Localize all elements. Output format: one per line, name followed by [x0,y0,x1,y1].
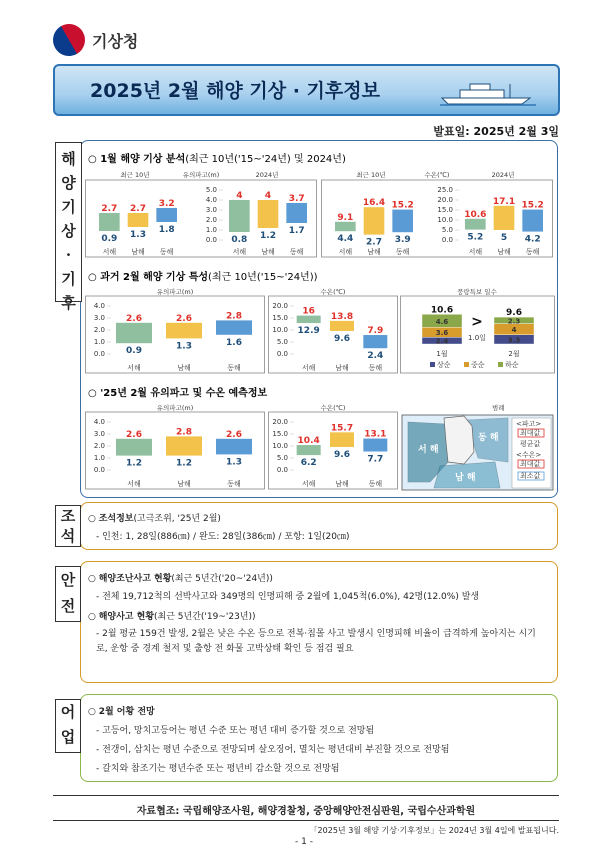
ship-icon [440,80,536,106]
chart-title: 유의파고(m) [156,288,194,296]
x-tick-label: 서해 [301,480,316,488]
section-1-sub: (최근 10년('15~'24년) 및 2024년) [185,154,346,165]
value-label: 10.4 [297,436,320,447]
bar [297,445,321,455]
bullet: ○ [88,388,97,399]
x-tick-label: 동해 [289,248,304,256]
legend-wave-max: 최대값 [520,429,541,437]
x-tick-label: 동해 [368,480,383,488]
x-tick-label: 1월 [436,350,448,358]
x-tick-label: 남해 [177,480,191,488]
y-tick-label: 5.0 [205,186,217,194]
value-label: 3.7 [288,194,305,204]
value-label: 16.4 [362,198,386,209]
x-tick-label: 동해 [159,248,174,256]
diff-label: 1.0일 [468,334,486,342]
x-tick-label: 남해 [335,364,349,372]
safety-title-2: 해양사고 현황 [98,612,155,622]
x-tick-label: 남해 [497,248,511,256]
side-char: 조 [60,507,76,525]
y-tick-label: 1.0 [93,454,105,462]
low-label: 1.2 [176,458,192,469]
tide-heading: ○ 조석정보(고극조위, '25년 2월) [88,514,221,524]
group-label: 2024년 [491,171,515,179]
fishery-heading: ○ 2월 어황 전망 [88,707,155,717]
chart-title: 유의파고(m) [156,404,194,412]
legend-swatch [430,362,435,367]
y-tick-label: 2.0 [205,216,217,224]
side-char: 기 [61,270,76,288]
y-tick-label: 20.0 [437,196,453,204]
tide-sub: (고극조위, '25년 2월) [133,514,221,524]
safety-line-2: - 2월 평균 159건 발생, 2월은 낮은 수온 등으로 전복·침몰 사고 발생시 인명피해 비율이 급격하게 높아지는 시기로, 운항 중 경계 철저 및 출항 전 화물 고박상태 확인 등 점검 필요 [96,629,536,654]
map-east-label: 동 해 [478,433,499,443]
bar [116,439,152,456]
bar [363,335,387,348]
chart-feb-wave [85,286,265,374]
x-tick-label: 서해 [127,364,141,372]
bar [99,213,120,231]
bar [156,208,177,222]
bar [297,316,321,323]
tide-line: - 인천: 1, 28일(886㎝) / 완도: 28일(386㎝) / 포항: 1일(20㎝) [96,532,350,542]
side-char: 석 [60,527,76,545]
safety-line-1: - 전체 19,712척의 선박사고와 349명의 인명피해 중 2월에 1,045척(6.0%), 42명(12.0%) 발생 [96,592,480,602]
legend-label: 하순 [505,361,519,369]
low-label: 1.2 [126,458,142,469]
x-tick-label: 서해 [468,248,483,256]
chart-storm-days [400,286,555,374]
x-tick-label: 서해 [102,248,117,256]
value-label: 9.1 [337,212,354,223]
y-tick-label: 25.0 [437,186,453,194]
bar [216,439,252,455]
side-char: 후 [61,294,76,312]
y-tick-label: 2.0 [93,326,105,334]
segment-label: 3.3 [507,336,521,345]
bar [258,200,279,228]
safety-title-1: 해양조난사고 현황 [98,574,172,584]
low-label: 4.4 [337,234,354,245]
bar [166,323,202,339]
safety-heading-2: ○ 해양사고 현황(최근 5년간('19~'23년)) [88,612,256,622]
low-label: 12.9 [297,326,320,337]
low-label: 1.6 [226,337,242,348]
x-tick-label: 2월 [508,350,520,358]
value-label: 2.6 [126,429,142,440]
section-1-heading: 1월 해양 기상 분석 [100,154,186,165]
x-tick-label: 남해 [335,480,349,488]
group-label: 최근 10년 [120,171,150,179]
bullet: ○ [88,154,97,165]
data-credit: 자료협조: 국립해양조사원, 해양경찰청, 중앙해양안전심판원, 국립수산과학원 [136,806,476,817]
x-tick-label: 서해 [232,248,247,256]
section-1-title [88,150,346,165]
low-label: 9.6 [334,449,350,460]
y-tick-label: 0.0 [93,350,105,358]
chart-jan-wave [85,168,317,258]
page-number: - 1 - [295,837,313,847]
y-tick-label: 4.0 [93,302,105,310]
segment-label: 4.6 [435,317,449,326]
value-label: 16 [302,306,315,317]
bar [116,323,152,343]
y-tick-label: 10.0 [272,326,288,334]
value-label: 17.1 [492,196,516,207]
chart-jan-temp [321,168,553,258]
value-label: 2.7 [130,204,146,214]
low-label: 2.4 [367,351,384,362]
value-label: 3.2 [158,199,175,209]
safety-sub-2: (최근 5년간('19~'23년)) [154,612,256,622]
section-2-heading: 과거 2월 해양 기상 특성 [100,272,209,283]
map-title: 범례 [492,404,505,412]
legend-label: 상순 [437,361,451,369]
title-banner [53,64,560,116]
low-label: 7.7 [367,454,384,465]
side-char: 기 [61,198,76,216]
low-label: 1.3 [226,457,242,468]
bar [286,203,307,223]
low-label: 1.3 [130,230,146,240]
section-3-heading: '25년 2월 유의파고 및 수온 예측정보 [100,388,268,399]
publish-date: 발표일: 2025년 2월 3일 [433,125,559,138]
legend-wave-title: <파고> [516,420,542,428]
bar [229,200,250,232]
low-label: 0.9 [101,234,118,244]
side-char: 어 [60,703,76,721]
legend-swatch [498,362,503,367]
next-release-note: 「2025년 3월 해양 기상·기후정보」는 2024년 3월 4일에 발표됩니다. [309,826,559,835]
segment-label: 3.6 [435,329,449,338]
page-title: 2025년 2월 해양 기상 · 기후정보 [90,80,380,102]
value-label: 2.6 [176,313,192,324]
chart-forecast-wave [85,402,265,492]
group-label: 최근 10년 [356,171,386,179]
bar [335,222,356,231]
legend-wave-min: 평균값 [520,440,541,448]
bar [494,206,515,230]
x-tick-label: 서해 [338,248,353,256]
value-label: 2.6 [226,429,242,440]
side-label-fishery [55,699,81,753]
section-3-title [88,384,267,399]
y-tick-label: 1.0 [93,338,105,346]
value-label: 15.7 [330,423,354,434]
safety-heading-1: ○ 해양조난사고 현황(최근 5년간('20~'24년)) [88,574,273,584]
side-char: 전 [60,597,76,615]
group-label: 2024년 [255,171,279,179]
y-tick-label: 1.0 [205,226,217,234]
fishery-title: 2월 어황 전망 [98,707,155,717]
value-label: 4 [236,191,243,201]
low-label: 3.9 [394,235,411,246]
y-tick-label: 15.0 [272,430,288,438]
x-tick-label: 서해 [301,364,316,372]
section-2-sub: (최근 10년('15~'24년)) [208,272,318,283]
compare-sign: > [471,314,483,330]
low-label: 9.6 [334,333,350,344]
low-label: 5 [500,233,508,243]
fishery-line-2: - 전갱이, 삼치는 평년 수준으로 전망되며 살오징어, 멸치는 평년대비 부진할 것으로 전망됨 [96,745,450,755]
map-west-label: 서 해 [418,445,439,455]
y-tick-label: 5.0 [441,226,453,234]
chart-title: 수온(℃) [320,288,346,296]
legend-temp-title: <수온> [516,451,542,459]
bar [216,320,252,334]
segment-label: 2.4 [435,337,449,346]
value-label: 4 [264,191,272,201]
y-tick-label: 3.0 [93,430,105,438]
value-label: 2.6 [126,313,142,324]
total-label: 10.6 [430,305,454,316]
side-char: 안 [60,571,76,589]
segment-label: 4 [511,326,517,335]
y-tick-label: 0.0 [93,466,105,474]
footer-divider [53,795,559,796]
low-label: 6.2 [300,458,317,469]
low-label: 5.2 [467,232,484,243]
bar [522,210,543,232]
legend-temp-max: 최대값 [520,460,541,468]
y-tick-label: 10.0 [272,442,288,450]
value-label: 13.8 [330,311,354,322]
y-tick-label: 4.0 [93,418,105,426]
chart-title: 풍랑특보 일수 [457,288,497,296]
y-tick-label: 0.0 [276,350,288,358]
fishery-line-3: - 갈치와 참조기는 평년수준 또는 평년비 감소할 것으로 전망됨 [96,764,340,774]
x-tick-label: 동해 [368,364,383,372]
y-tick-label: 5.0 [276,338,288,346]
value-label: 2.8 [176,427,192,438]
y-tick-label: 0.0 [441,236,453,244]
y-tick-label: 2.0 [93,442,105,450]
legend-temp-min: 최소값 [520,472,541,480]
org-name: 기상청 [92,32,139,51]
chart-title: 수온(℃) [320,404,346,412]
side-label-safety [55,566,81,622]
bar [330,321,354,331]
y-tick-label: 3.0 [93,314,105,322]
low-label: 0.9 [126,346,142,357]
chart-feb-temp [268,286,398,374]
total-label: 9.6 [506,308,522,319]
tide-panel [80,502,558,550]
value-label: 13.1 [364,429,387,440]
value-label: 10.6 [464,209,487,220]
axis-title: 유의파고(m) [182,171,220,179]
x-tick-label: 서해 [127,480,141,488]
value-label: 2.8 [226,311,242,322]
kma-logo [47,18,91,62]
segment-label: 2.3 [507,317,521,326]
low-label: 0.8 [231,235,248,245]
korean-peninsula [444,416,474,464]
x-tick-label: 남해 [131,248,145,256]
low-label: 2.7 [366,237,382,248]
chart-forecast-temp [268,402,398,492]
section-2-title [88,268,318,283]
low-label: 4.2 [524,234,541,245]
y-tick-label: 0.0 [205,236,217,244]
value-label: 2.7 [101,204,118,214]
bullet: ○ [88,272,97,283]
y-tick-label: 5.0 [276,454,288,462]
side-char: 상 [61,222,76,240]
y-tick-label: 10.0 [437,216,453,224]
bar [128,213,149,227]
value-label: 15.2 [521,200,544,211]
low-label: 1.2 [260,231,276,241]
bar [465,219,486,230]
side-char: 업 [60,728,76,746]
x-tick-label: 남해 [177,364,191,372]
low-label: 1.7 [288,226,305,236]
value-label: 15.2 [391,200,414,211]
x-tick-label: 동해 [525,248,540,256]
korea-sea-map [400,402,555,492]
low-label: 1.8 [158,225,175,235]
x-tick-label: 남해 [261,248,275,256]
bar [363,439,387,452]
side-label-tide [55,505,81,547]
side-char: 양 [61,174,76,192]
side-char: 해 [61,150,76,168]
bar [330,432,354,447]
x-tick-label: 동해 [395,248,410,256]
map-south-label: 남 해 [455,473,476,483]
bar [166,436,202,455]
fishery-line-1: - 고등어, 망치고등어는 평년 수준 또는 평년 대비 증가할 것으로 전망됨 [96,726,375,736]
x-tick-label: 남해 [367,248,381,256]
axis-title: 수온(℃) [424,171,450,179]
value-label: 7.9 [367,326,384,337]
bar [392,210,413,233]
safety-sub-1: (최근 5년간('20~'24년)) [171,574,273,584]
footer-divider [53,820,559,821]
chart-frame [86,180,317,257]
tide-title: 조석정보 [98,514,134,524]
side-char: · [65,246,72,264]
side-label-marine [55,142,82,312]
legend-label: 중순 [471,361,485,369]
x-tick-label: 동해 [227,480,241,488]
y-tick-label: 20.0 [272,302,288,310]
y-tick-label: 4.0 [205,196,217,204]
bar [364,207,385,234]
low-label: 1.3 [176,341,192,352]
legend-swatch [464,362,469,367]
y-tick-label: 15.0 [437,206,453,214]
y-tick-label: 20.0 [272,418,288,426]
x-tick-label: 동해 [227,364,241,372]
y-tick-label: 15.0 [272,314,288,322]
y-tick-label: 3.0 [205,206,217,214]
y-tick-label: 0.0 [276,466,288,474]
